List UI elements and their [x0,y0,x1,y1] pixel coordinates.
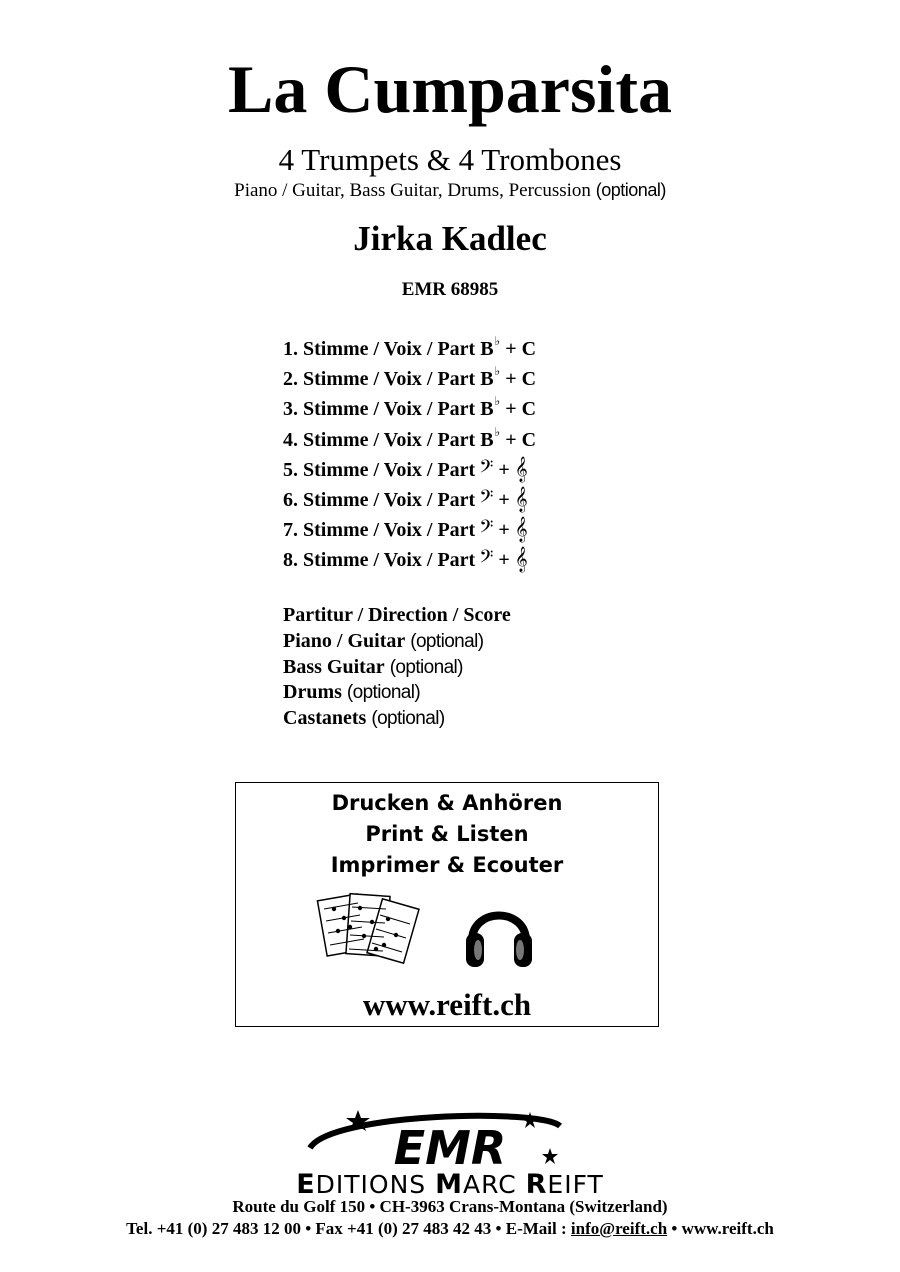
extra-label: Piano / Guitar [283,629,406,652]
promo-line-french: Imprimer & Ecouter [330,853,564,877]
plus-sign: + [498,549,510,572]
publisher-address: Route du Golf 150 • CH-3963 Crans-Montana (Switzerland) [232,1197,668,1216]
part-number: 5. [283,458,298,481]
plus-sign: + [498,489,510,512]
flat-symbol: ♭ [494,394,501,409]
instrumentation [0,178,900,203]
bass-clef-icon: 𝄢 [479,456,494,482]
part-label: Stimme / Voix / Part [303,549,476,572]
instrumentation-text: Piano / Guitar, Bass Guitar, Drums, Percussion [234,180,591,201]
promo-website[interactable]: www.reift.ch [362,987,532,1022]
publisher-letter: M [435,1169,463,1200]
treble-clef-icon: 𝄞 [514,456,528,482]
publisher-part: DITIONS [315,1170,436,1199]
contact-website: • www.reift.ch [667,1219,774,1238]
extra-optional: (optional) [346,682,421,704]
promo-line-english: Print & Listen [365,822,529,846]
part-number: 7. [283,519,298,542]
part-number: 6. [283,489,298,512]
headphones-icon [462,893,536,973]
publisher-letter: R [525,1169,548,1200]
c-clef: C [521,338,537,361]
extra-optional: (optional) [389,656,463,678]
bass-clef-icon: 𝄢 [479,517,494,543]
part-item [283,485,536,515]
extra-label: Castanets [283,707,367,730]
publisher-contact [0,1218,900,1240]
extra-item [283,629,511,655]
extra-label: Partitur / Direction / Score [283,604,511,626]
plus-sign: + [505,368,517,391]
part-item [283,545,536,575]
extra-item [283,706,511,732]
additional-parts-list [283,603,511,732]
part-number: 4. [283,428,298,451]
c-clef: C [521,368,537,391]
publisher-part: ARC [462,1170,526,1199]
extra-item [283,603,511,629]
part-number: 3. [283,398,298,421]
plus-sign: + [498,458,510,481]
plus-sign: + [505,398,517,421]
part-item [283,425,536,455]
extra-label: Bass Guitar [283,655,385,678]
part-label: Stimme / Voix / Part B [303,428,494,451]
treble-clef-icon: 𝄞 [514,547,528,573]
part-number: 8. [283,549,298,572]
contact-phone-fax: Tel. +41 (0) 27 483 12 00 • Fax +41 (0) 27 483 42 43 • E-Mail : [126,1219,571,1238]
emr-logo [300,1108,600,1174]
extra-optional: (optional) [371,708,445,730]
composer: Jirka Kadlec [353,219,547,258]
part-label: Stimme / Voix / Part B [303,368,494,391]
publisher-part: EIFT [547,1170,604,1199]
extra-label: Drums [283,681,342,704]
part-number: 1. [283,338,298,361]
plus-sign: + [505,338,517,361]
extra-item [283,680,511,706]
part-item [283,455,536,485]
promo-line-german: Drucken & Anhören [331,791,563,815]
part-number: 2. [283,368,298,391]
plus-sign: + [505,428,517,451]
extra-item [283,655,511,681]
treble-clef-icon: 𝄞 [514,487,528,513]
publisher-letter: E [296,1169,316,1200]
part-label: Stimme / Voix / Part B [303,338,494,361]
bass-clef-icon: 𝄢 [479,487,494,513]
treble-clef-icon: 𝄞 [514,517,528,543]
bass-clef-icon: 𝄢 [479,547,494,573]
extra-optional: (optional) [410,630,484,652]
logo-mark-text: EMR [393,1121,507,1174]
catalog-number: EMR 68985 [401,279,499,300]
flat-symbol: ♭ [494,424,501,439]
plus-sign: + [498,519,510,542]
email-link[interactable]: info@reift.ch [570,1219,668,1238]
part-label: Stimme / Voix / Part B [303,398,494,421]
page-title: La Cumparsita [228,51,672,127]
flat-symbol: ♭ [494,334,501,349]
c-clef: C [521,428,537,451]
flat-symbol: ♭ [494,364,501,379]
subtitle: 4 Trumpets & 4 Trombones [278,142,622,177]
part-item [283,515,536,545]
sheet-music-icon [312,891,422,971]
part-label: Stimme / Voix / Part [303,489,476,512]
parts-list [283,334,536,576]
instrumentation-optional: (optional) [595,180,666,200]
part-label: Stimme / Voix / Part [303,519,476,542]
c-clef: C [521,398,537,421]
print-listen-box [235,782,659,1027]
part-label: Stimme / Voix / Part [303,458,476,481]
